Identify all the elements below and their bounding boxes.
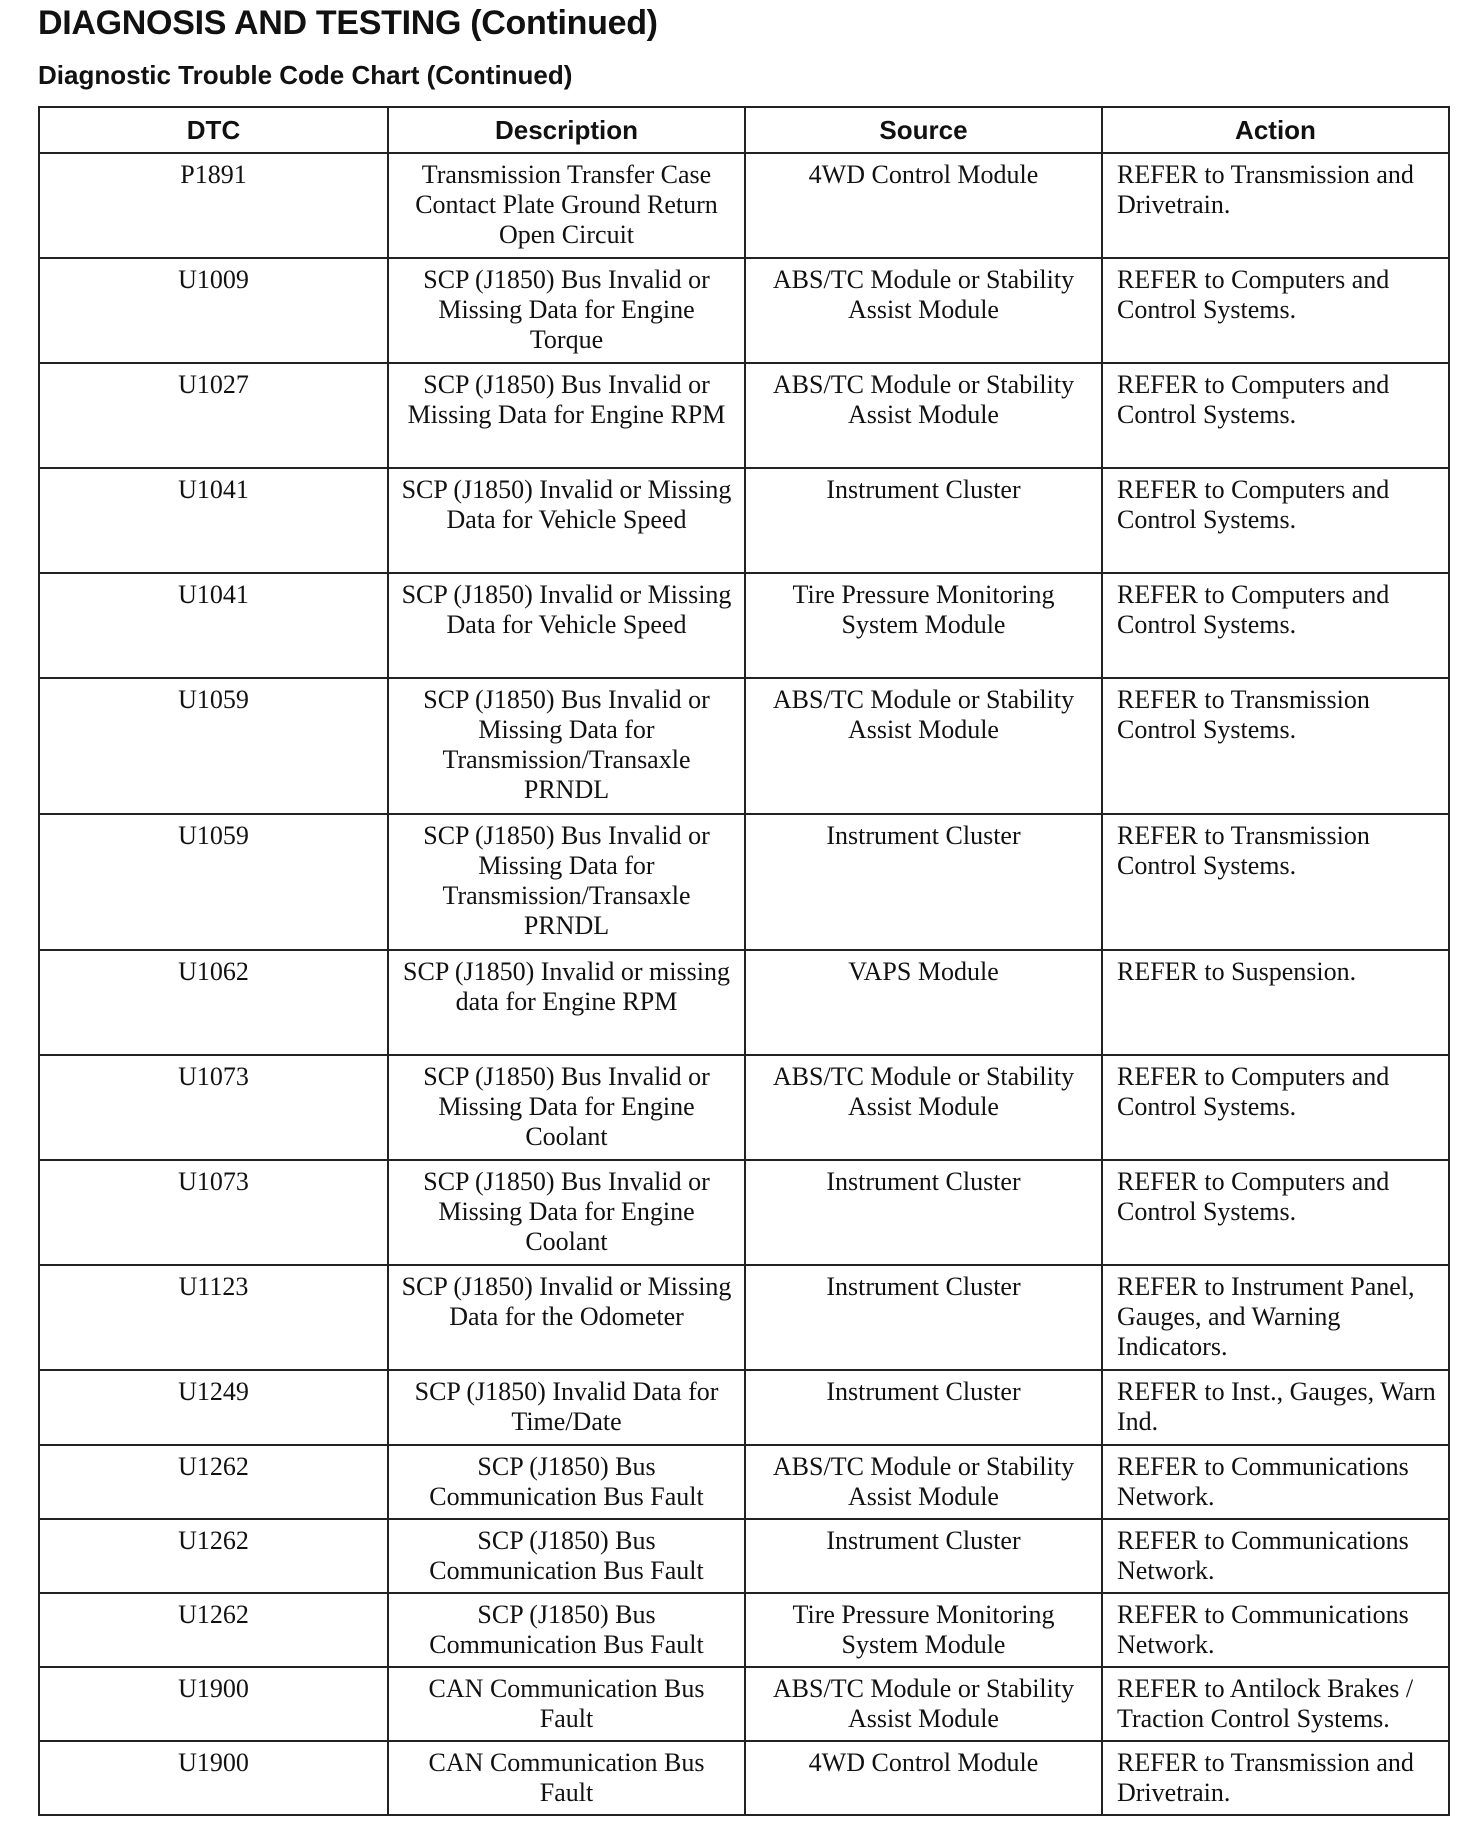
description-cell [388,1445,745,1519]
action-cell [1102,258,1449,363]
column-header-description: Description [388,107,745,153]
dtc-code: U1262 [178,1526,249,1555]
table-row [39,1370,1449,1445]
dtc-source: ABS/TC Module or Stability Assist Module [772,1674,1075,1733]
table-row [39,1741,1449,1815]
source-cell [745,814,1102,950]
dtc-code: U1262 [178,1452,249,1481]
dtc-code: U1027 [178,370,249,399]
source-cell [745,1160,1102,1265]
dtc-source: Instrument Cluster [826,1377,1021,1406]
dtc-source: Tire Pressure Monitoring System Module [792,580,1055,639]
dtc-cell [39,950,388,1055]
table-row [39,678,1449,814]
description-cell [388,678,745,814]
dtc-source: Instrument Cluster [826,821,1021,850]
table-row [39,1055,1449,1160]
description-cell [388,950,745,1055]
dtc-source: 4WD Control Module [808,1748,1039,1777]
table-row [39,153,1449,258]
description-cell [388,258,745,363]
table-row [39,1667,1449,1741]
source-cell [745,573,1102,678]
description-cell [388,1741,745,1815]
dtc-action: REFER to Computers and Control Systems. [1117,370,1390,429]
dtc-action: REFER to Antilock Brakes / Traction Control Systems. [1117,1674,1414,1733]
description-cell [388,153,745,258]
dtc-code: U1059 [178,685,249,714]
source-cell [745,468,1102,573]
description-cell [388,1055,745,1160]
source-cell [745,258,1102,363]
dtc-source: ABS/TC Module or Stability Assist Module [772,265,1075,324]
dtc-source: 4WD Control Module [808,160,1039,189]
dtc-description: SCP (J1850) Bus Communication Bus Fault [429,1600,704,1659]
dtc-code: U1041 [178,580,249,609]
dtc-action: REFER to Computers and Control Systems. [1117,580,1390,639]
dtc-source: Instrument Cluster [826,1272,1021,1301]
action-cell [1102,1445,1449,1519]
action-cell [1102,153,1449,258]
description-cell [388,1265,745,1370]
dtc-description: SCP (J1850) Bus Invalid or Missing Data for Engine Torque [423,265,710,354]
dtc-description: SCP (J1850) Bus Invalid or Missing Data for Engine RPM [407,370,726,429]
table-row [39,1265,1449,1370]
description-cell [388,814,745,950]
dtc-source: Tire Pressure Monitoring System Module [792,1600,1055,1659]
dtc-source: Instrument Cluster [826,1167,1021,1196]
table-row [39,1445,1449,1519]
dtc-description: Transmission Transfer Case Contact Plate Ground Return Open Circuit [415,160,718,249]
table-row [39,1593,1449,1667]
dtc-action: REFER to Transmission and Drivetrain. [1117,160,1414,219]
dtc-cell [39,258,388,363]
action-cell [1102,1055,1449,1160]
dtc-cell [39,814,388,950]
description-cell [388,573,745,678]
dtc-code: U1059 [178,821,249,850]
description-cell [388,1593,745,1667]
dtc-code: U1073 [178,1167,249,1196]
source-cell [745,950,1102,1055]
description-cell [388,1160,745,1265]
source-cell [745,1370,1102,1445]
column-header-source: Source [745,107,1102,153]
dtc-action: REFER to Communications Network. [1117,1600,1409,1659]
dtc-cell [39,1667,388,1741]
action-cell [1102,1593,1449,1667]
table-row [39,258,1449,363]
dtc-code: U1062 [178,957,249,986]
dtc-code: U1123 [178,1272,249,1301]
dtc-description: SCP (J1850) Bus Invalid or Missing Data for Engine Coolant [423,1062,710,1151]
dtc-source: ABS/TC Module or Stability Assist Module [772,1452,1075,1511]
dtc-cell [39,573,388,678]
description-cell [388,363,745,468]
dtc-cell [39,363,388,468]
dtc-description: SCP (J1850) Invalid Data for Time/Date [414,1377,719,1436]
action-cell [1102,814,1449,950]
dtc-description: SCP (J1850) Invalid or missing data for Engine RPM [403,957,730,1016]
dtc-description: SCP (J1850) Bus Communication Bus Fault [429,1526,704,1585]
action-cell [1102,1265,1449,1370]
description-cell [388,1667,745,1741]
dtc-cell [39,1370,388,1445]
action-cell [1102,678,1449,814]
dtc-cell [39,1593,388,1667]
table-row [39,1519,1449,1593]
dtc-source: Instrument Cluster [826,475,1021,504]
source-cell [745,153,1102,258]
dtc-code: U1249 [178,1377,249,1406]
dtc-description: CAN Communication Bus Fault [428,1748,705,1807]
dtc-description: SCP (J1850) Bus Invalid or Missing Data for Transmission/Transaxle PRNDL [423,685,710,804]
action-cell [1102,1160,1449,1265]
dtc-cell [39,1055,388,1160]
action-cell [1102,573,1449,678]
dtc-description: SCP (J1850) Invalid or Missing Data for Vehicle Speed [401,475,732,534]
source-cell [745,1265,1102,1370]
dtc-action: REFER to Instrument Panel, Gauges, and Warning Indicators. [1117,1272,1415,1361]
dtc-cell [39,1265,388,1370]
dtc-code: U1900 [178,1674,249,1703]
dtc-code: U1041 [178,475,249,504]
dtc-cell [39,1519,388,1593]
dtc-source: ABS/TC Module or Stability Assist Module [772,370,1075,429]
dtc-description: SCP (J1850) Bus Communication Bus Fault [429,1452,704,1511]
source-cell [745,1445,1102,1519]
column-header-dtc: DTC [39,107,388,153]
source-cell [745,363,1102,468]
dtc-description: CAN Communication Bus Fault [428,1674,705,1733]
dtc-code: U1900 [178,1748,249,1777]
column-header-action: Action [1102,107,1449,153]
dtc-action: REFER to Computers and Control Systems. [1117,1167,1390,1226]
dtc-action: REFER to Transmission and Drivetrain. [1117,1748,1414,1807]
dtc-table [38,106,1450,1816]
dtc-description: SCP (J1850) Bus Invalid or Missing Data for Engine Coolant [423,1167,710,1256]
source-cell [745,1593,1102,1667]
dtc-cell [39,153,388,258]
source-cell [745,1741,1102,1815]
dtc-code: U1009 [178,265,249,294]
dtc-cell [39,1160,388,1265]
action-cell [1102,1370,1449,1445]
table-row [39,1160,1449,1265]
action-cell [1102,468,1449,573]
dtc-source: ABS/TC Module or Stability Assist Module [772,1062,1075,1121]
dtc-description: SCP (J1850) Invalid or Missing Data for the Odometer [401,1272,732,1331]
dtc-action: REFER to Communications Network. [1117,1452,1409,1511]
chart-subtitle: Diagnostic Trouble Code Chart (Continued) [38,60,573,90]
dtc-cell [39,468,388,573]
dtc-code: U1073 [178,1062,249,1091]
description-cell [388,1519,745,1593]
table-row [39,950,1449,1055]
dtc-cell [39,678,388,814]
table-row [39,814,1449,950]
source-cell [745,1055,1102,1160]
dtc-source: Instrument Cluster [826,1526,1021,1555]
dtc-action: REFER to Computers and Control Systems. [1117,1062,1390,1121]
source-cell [745,1667,1102,1741]
dtc-action: REFER to Computers and Control Systems. [1117,265,1390,324]
dtc-cell [39,1445,388,1519]
table-row [39,363,1449,468]
source-cell [745,678,1102,814]
dtc-code: P1891 [180,160,247,189]
action-cell [1102,1741,1449,1815]
dtc-action: REFER to Transmission Control Systems. [1117,821,1370,880]
table-header-row [39,107,1449,153]
page-title: DIAGNOSIS AND TESTING (Continued) [38,4,658,42]
description-cell [388,1370,745,1445]
action-cell [1102,1519,1449,1593]
dtc-cell [39,1741,388,1815]
dtc-action: REFER to Transmission Control Systems. [1117,685,1370,744]
action-cell [1102,1667,1449,1741]
source-cell [745,1519,1102,1593]
dtc-action: REFER to Computers and Control Systems. [1117,475,1390,534]
dtc-source: ABS/TC Module or Stability Assist Module [772,685,1075,744]
table-row [39,468,1449,573]
dtc-action: REFER to Inst., Gauges, Warn Ind. [1117,1377,1436,1436]
dtc-description: SCP (J1850) Bus Invalid or Missing Data for Transmission/Transaxle PRNDL [423,821,710,940]
table-row [39,573,1449,678]
action-cell [1102,950,1449,1055]
action-cell [1102,363,1449,468]
dtc-action: REFER to Suspension. [1117,957,1357,986]
dtc-code: U1262 [178,1600,249,1629]
dtc-source: VAPS Module [848,957,999,986]
dtc-description: SCP (J1850) Invalid or Missing Data for Vehicle Speed [401,580,732,639]
dtc-action: REFER to Communications Network. [1117,1526,1409,1585]
description-cell [388,468,745,573]
